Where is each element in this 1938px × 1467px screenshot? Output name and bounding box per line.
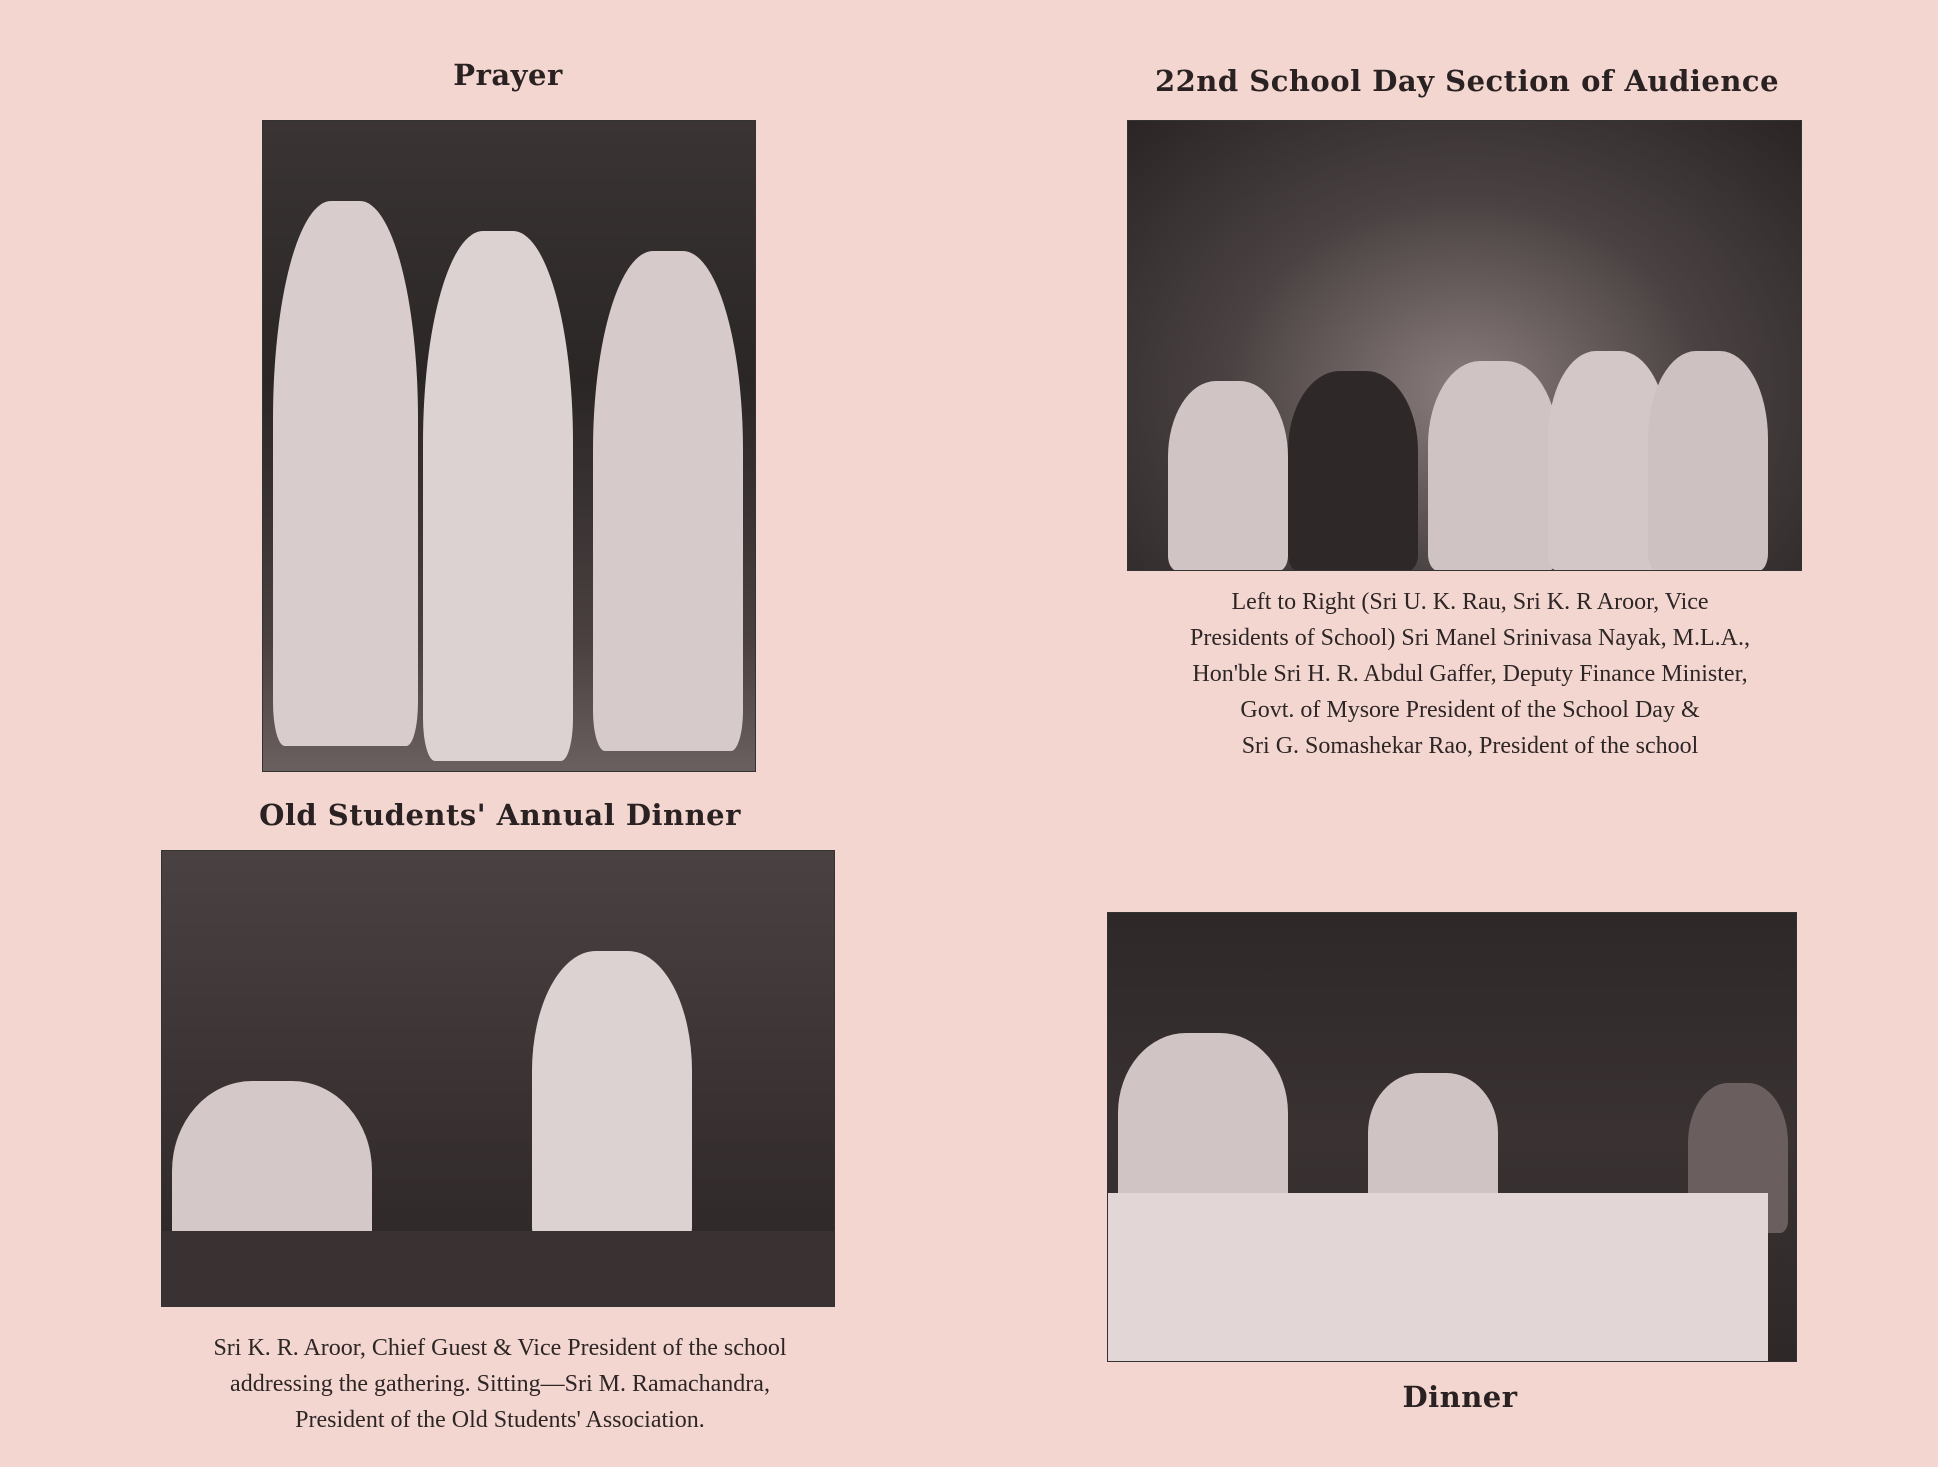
figure-guest-5	[1648, 351, 1768, 571]
figure-guest-2	[1288, 371, 1418, 571]
caption-line: Sri G. Somashekar Rao, President of the school	[1241, 733, 1699, 759]
figure-singer-1	[273, 201, 418, 746]
photo-audience	[1127, 120, 1802, 571]
figure-singer-3	[593, 251, 743, 751]
title-dinner: Dinner	[1402, 1380, 1518, 1414]
photo-old-students-dinner	[161, 850, 835, 1307]
title-audience: 22nd School Day Section of Audience	[1154, 64, 1780, 98]
photo-prayer	[262, 120, 756, 772]
title-prayer: Prayer	[453, 58, 563, 92]
figure-speaker	[532, 951, 692, 1251]
caption-line: President of the Old Students' Association.	[295, 1407, 705, 1433]
title-old-students-dinner: Old Students' Annual Dinner	[259, 798, 741, 832]
caption-audience	[1100, 584, 1840, 764]
caption-line: Sri K. R. Aroor, Chief Guest & Vice President of the school	[213, 1335, 787, 1361]
table	[162, 1231, 834, 1306]
figure-singer-2	[423, 231, 573, 761]
caption-line: Presidents of School) Sri Manel Srinivasa Nayak, M.L.A.,	[1190, 625, 1750, 651]
figure-guest-3	[1428, 361, 1558, 571]
caption-old-students-dinner	[130, 1330, 870, 1438]
dinner-table	[1108, 1193, 1768, 1361]
caption-line: addressing the gathering. Sitting—Sri M. Ramachandra,	[230, 1371, 770, 1397]
caption-line: Hon'ble Sri H. R. Abdul Gaffer, Deputy Finance Minister,	[1192, 661, 1748, 687]
photo-dinner	[1107, 912, 1797, 1362]
caption-line: Left to Right (Sri U. K. Rau, Sri K. R Aroor, Vice	[1231, 589, 1709, 615]
figure-guest-1	[1168, 381, 1288, 571]
caption-line: Govt. of Mysore President of the School Day &	[1240, 697, 1700, 723]
